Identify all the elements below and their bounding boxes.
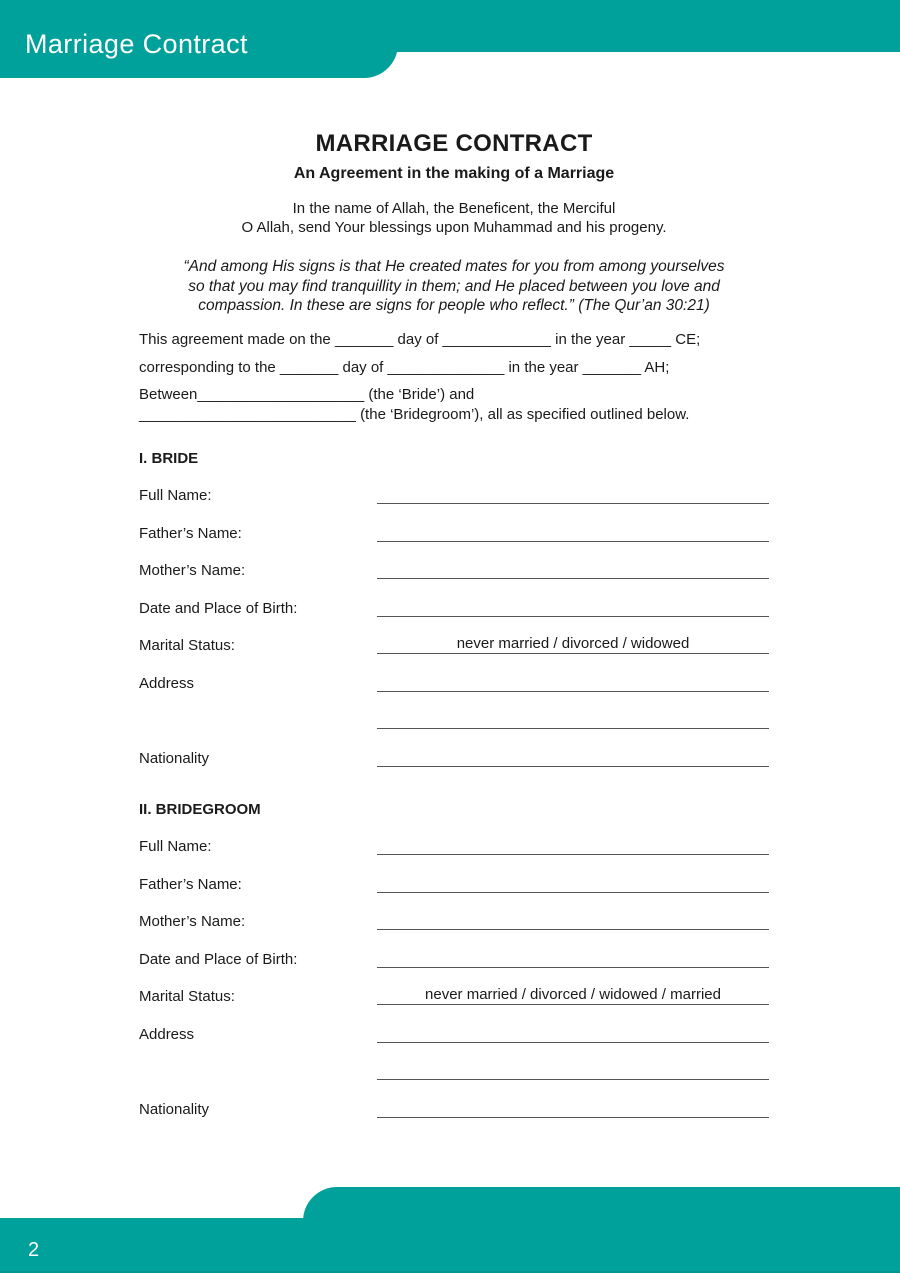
form-row <box>139 951 769 989</box>
field-label: Marital Status: <box>139 988 235 1005</box>
invocation-line: In the name of Allah, the Beneficent, the Merciful <box>292 199 616 217</box>
form-sections <box>139 450 769 1138</box>
field-label: Mother’s Name: <box>139 913 246 930</box>
fill-in-line <box>377 853 769 855</box>
form-row <box>139 1063 769 1101</box>
invocation-line: O Allah, send Your blessings upon Muhammad and his progeny. <box>241 219 667 237</box>
fill-in-line <box>377 1116 769 1118</box>
field-label: Mother’s Name: <box>139 562 246 579</box>
fill-in-line <box>377 615 769 617</box>
fill-in-line <box>377 966 769 968</box>
field-label: Nationality <box>139 1100 210 1118</box>
quote-line: so that you may find tranquillity in them; and He placed between you love and <box>188 277 720 295</box>
field-label: Father’s Name: <box>139 875 242 893</box>
field-label: Address <box>139 1025 195 1043</box>
invocation <box>139 199 769 238</box>
agreement-line-bridegroom: __________________________ (the ‘Bridegroom’), all as specified outlined below. <box>139 405 690 423</box>
field-label: Marital Status: <box>139 637 235 654</box>
field-label: Father’s Name: <box>139 524 242 542</box>
section-heading: I. BRIDE <box>139 450 199 467</box>
fill-in-line <box>377 540 769 542</box>
agreement-line-date-ah: corresponding to the _______ day of ______________ in the year _______ AH; <box>139 358 670 376</box>
section-1 <box>139 450 769 787</box>
form-row <box>139 712 769 750</box>
form-row <box>139 988 769 1026</box>
form-row <box>139 600 769 638</box>
form-row <box>139 562 769 600</box>
fill-in-line <box>377 577 769 579</box>
fill-in-line <box>377 765 769 767</box>
page-number: 2 <box>28 1239 40 1261</box>
fill-in-value: never married / divorced / widowed / married <box>425 986 721 1003</box>
form-row <box>139 913 769 951</box>
quote-line: “And among His signs is that He created mates for you from among yourselves <box>183 257 725 275</box>
agreement-line-date-ce: This agreement made on the _______ day of _____________ in the year _____ CE; <box>139 331 701 348</box>
form-row <box>139 1026 769 1064</box>
form-row <box>139 637 769 675</box>
section-2 <box>139 801 769 1138</box>
fill-in-line <box>377 502 769 504</box>
form-row <box>139 525 769 563</box>
quote-line: compassion. In these are signs for people who reflect.” (The Qur’an 30:21) <box>198 297 710 315</box>
section-heading: II. BRIDEGROOM <box>139 801 261 818</box>
form-row <box>139 750 769 788</box>
agreement-opening <box>139 330 769 424</box>
fill-in-value: never married / divorced / widowed <box>456 635 690 652</box>
agreement-line-bride: Between____________________ (the ‘Bride’) and <box>139 386 475 403</box>
fill-in-line <box>377 1041 769 1043</box>
fill-in-line <box>377 928 769 930</box>
form-row <box>139 876 769 914</box>
field-label: Nationality <box>139 749 210 767</box>
footer-bar <box>0 1218 900 1273</box>
quran-quote <box>139 257 769 316</box>
field-label: Address <box>139 674 195 692</box>
form-row <box>139 1101 769 1139</box>
field-label: Date and Place of Birth: <box>139 599 298 617</box>
field-label: Full Name: <box>139 487 212 504</box>
fill-in-line <box>377 690 769 692</box>
document-content <box>139 0 769 1138</box>
form-row <box>139 487 769 525</box>
fill-in-line <box>377 727 769 729</box>
fill-in-line <box>377 1078 769 1080</box>
document-subtitle: An Agreement in the making of a Marriage <box>293 164 615 182</box>
field-label: Date and Place of Birth: <box>139 950 298 968</box>
fill-in-line <box>377 891 769 893</box>
page-header-title: Marriage Contract <box>25 29 248 59</box>
form-row <box>139 675 769 713</box>
fill-in-line <box>377 635 769 654</box>
form-row <box>139 838 769 876</box>
document-title: MARRIAGE CONTRACT <box>315 130 593 157</box>
fill-in-line <box>377 986 769 1005</box>
field-label: Full Name: <box>139 838 212 855</box>
